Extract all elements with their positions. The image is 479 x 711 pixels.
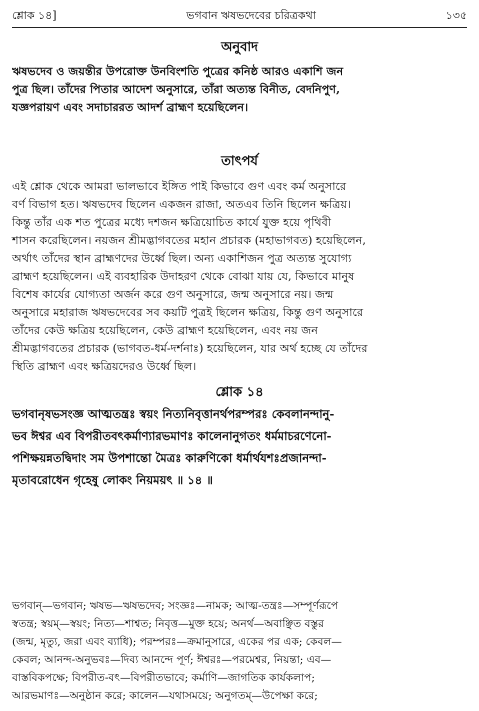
synonyms-text: ভগবান্—ভগবান; ঋষভ—ঋষভদেব; সংজ্ঞঃ—নামক; আত্ম-তন্ত্রঃ—সম্পূর্ণরূপে স্বতন্ত্র; স্বয়ম্—স্বয়ং; নিত্য—শাশ্বত; নিবৃত্ত—মুক্ত হয়ে; অনর্থ—অবাঞ্ছিত বস্তুর (জন্ম, মৃত্যু, জরা এবং ব্যাধি); পরম্পরঃ—ক্রমানুসারে, একের পর এক; কেবল— কেবল; আনন্দ-অনুভবঃ—দিব্য আনন্দে পূর্ণ; ঈশ্বরঃ—পরমেশ্বর, নিয়ন্তা; এব— বাস্তবিকপক্ষে; বিপরীত-বৎ—বিপরীতভাবে; কর্মাণি—জাগতিক কার্যকলাপ; আরভমাণঃ—অনুষ্ঠান করে; কালেন—যথাসময়ে; অনুগতম্—উপেক্ষা করে; (12, 600, 342, 702)
translation-text: ঋষভদেব ও জয়ন্তীর উপরোক্ত উনবিংশতি পুত্রের কনিষ্ঠ আরও একাশি জন পুত্র ছিল। তাঁদের পিতার আদেশ অনুসারে, তাঁরা অত্যন্ত বিনীত, বেদনিপুণ, যজ্ঞপরায়ণ এবং সদাচাররত আদর্শ ব্রাহ্মণ হয়েছিলেন। (12, 64, 344, 114)
translation-heading: অনুবাদ (221, 40, 258, 55)
verse-text: ভগবানৃষভসংজ্ঞ আত্মতন্ত্রঃ স্বয়ং নিত্যনিবৃত্তানর্থপরম্পরঃ কেবলানন্দানু- ভব ঈশ্বর এব বিপরীতবৎকর্মাণ্যারভমাণঃ কালেনানুগতং ধর্মমাচরণেনো- পশিক্ষয়ন্নতদ্বিদাং সম উপশান্তো মৈত্রঃ কারুণিকো ধর্মার্থযশঃপ্রজানন্দা- মৃতাবরোধেন গৃহেষু লোকং নিয়ময়ৎ ॥ ১৪ ॥ (12, 407, 335, 487)
header-divider (12, 27, 467, 28)
page-header (12, 9, 467, 23)
verse-heading: শ্লোক ১৪ (215, 385, 264, 400)
header-title: ভগবান ঋষভদেবের চরিত্রকথা (186, 9, 316, 22)
header-chapter-ref: শ্লোক ১৪] (12, 9, 57, 22)
purport-text: এই শ্লোক থেকে আমরা ভালভাবে ইঙ্গিত পাই কিভাবে গুণ এবং কর্ম অনুসারে বর্ণ বিভাগ হত। ঋষভদেব ছিলেন একজন রাজা, অতএব তিনি ছিলেন ক্ষত্রিয়। কিন্তু তাঁর এক শত পুত্রের মধ্যে দশজন ক্ষত্রিয়োচিত কার্যে যুক্ত হয়ে পৃথিবী শাসন করেছিলেন। নয়জন শ্রীমদ্ভাগবতের মহান প্রচারক (মহাভাগবত) হয়েছিলেন, অর্থাৎ তাঁদের স্থান ব্রাহ্মণদের উর্ধ্বে ছিল। অন্য একাশিজন পুত্র অত্যন্ত সুযোগ্য ব্রাহ্মণ হয়েছিলেন। এই ব্যবহারিক উদাহরণ থেকে বোঝা যায় যে, কিভাবে মানুষ বিশেষ কার্যের যোগ্যতা অর্জন করে গুণ অনুসারে, জন্ম অনুসারে নয়। জন্ম অনুসারে মহারাজ ঋষভদেবের সব কয়টি পুত্রই ছিলেন ক্ষত্রিয়, কিন্তু গুণ অনুসারে তাঁদের কেউ ক্ষত্রিয় হয়েছিলেন, কেউ ব্রাহ্মণ হয়েছিলেন, এবং নয় জন শ্রীমদ্ভাগবতের প্রচারক (ভাগবত-ধর্ম-দর্শনাঃ) হয়েছিলেন, যার অর্থ হচ্ছে যে তাঁদের স্থিতি ব্রাহ্মণ এবং ক্ষত্রিয়দেরও উর্ধ্বে ছিল। (12, 180, 368, 373)
page-number: ১৩৫ (445, 9, 467, 22)
purport-heading: তাৎপর্য (221, 154, 258, 169)
